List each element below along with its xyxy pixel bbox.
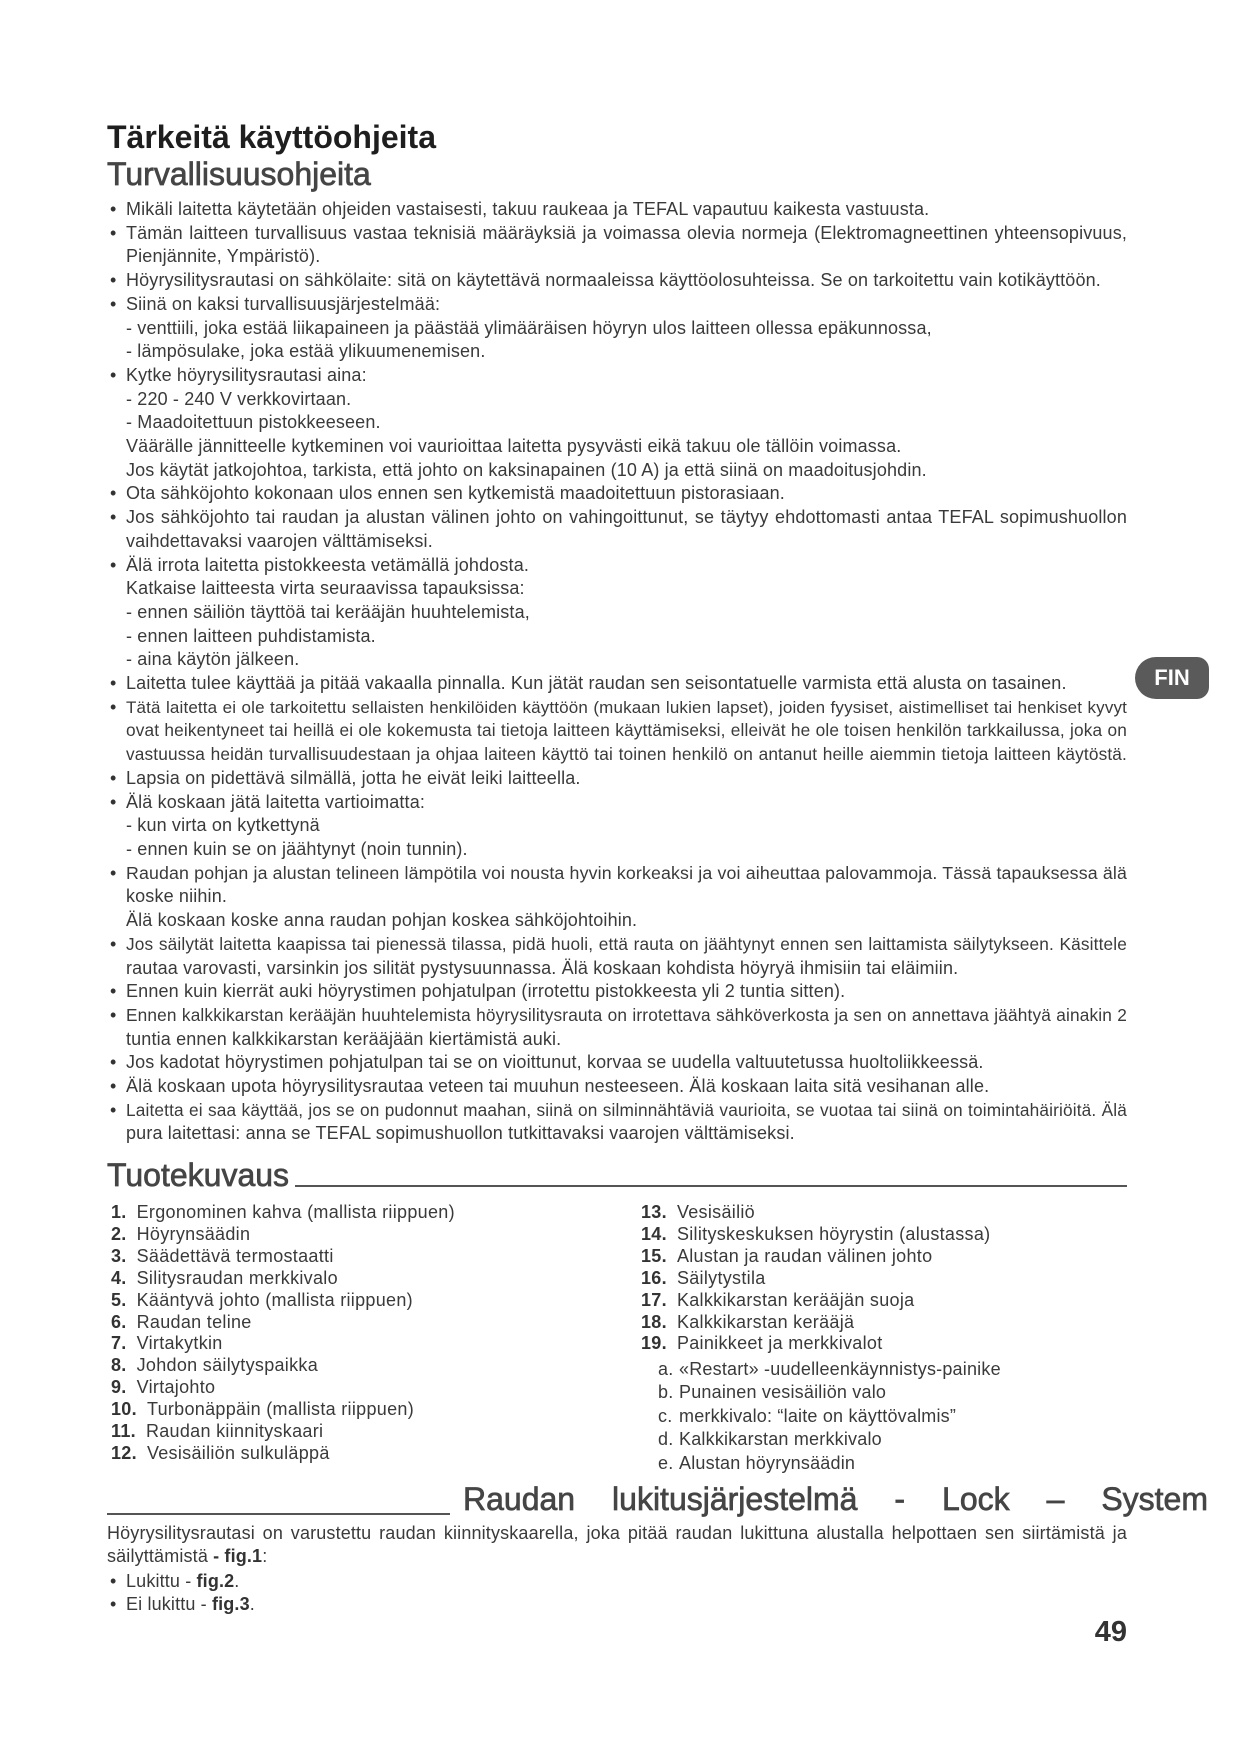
part-subitem <box>641 1428 1127 1452</box>
part-number: 4. <box>111 1267 127 1288</box>
safety-line: - kun virta on kytkettynä <box>126 815 320 836</box>
safety-line: tuntia ennen kalkkikarstan kerääjään kiertämistä auki. <box>126 1028 562 1049</box>
part-item <box>111 1246 611 1268</box>
part-number: 10. <box>111 1399 137 1420</box>
part-label: Turbonäppäin (mallista riippuen) <box>146 1399 415 1420</box>
part-number: 6. <box>111 1311 127 1332</box>
lock-bullet <box>126 1593 1127 1616</box>
safety-line: • Älä koskaan jätä laitetta vartioimatta: <box>126 791 426 812</box>
safety-item <box>126 1099 1127 1146</box>
safety-line: • Ennen kalkkikarstan kerääjän huuhtelemista höyrysilitysrauta on irrotettava sähköverkosta ja sen on annettava jäähtyä ainakin 2 <box>126 1004 1127 1025</box>
page-title: Tärkeitä käyttöohjeita <box>107 119 436 155</box>
safety-item <box>126 269 1127 293</box>
safety-item <box>126 506 1127 553</box>
safety-item <box>126 1004 1127 1051</box>
safety-line: • Tämän laitteen turvallisuus vastaa teknisiä määräyksiä ja voimassa olevia normeja (Elektromagneettinen yhteensopivuus, <box>126 222 1127 243</box>
part-item <box>111 1399 611 1421</box>
subitem-label: merkkivalo: “laite on käyttövalmis” <box>679 1405 957 1426</box>
part-label: Johdon säilytyspaikka <box>136 1355 319 1376</box>
safety-item <box>126 1051 1127 1075</box>
part-label: Höyrynsäädin <box>136 1223 251 1244</box>
section-heading-safety: Turvallisuusohjeita <box>107 156 371 192</box>
safety-item <box>126 862 1127 933</box>
safety-line: ovat heikentyneet tai heillä ei ole kokemusta tai tietoja laitteen käyttämiseksi, elleivät he ole toisen henkilön tarkkailussa, joka on <box>126 720 1127 741</box>
part-label: Säilytystila <box>676 1267 766 1288</box>
part-item <box>111 1377 611 1399</box>
safety-item <box>126 222 1127 269</box>
safety-item <box>126 364 1127 483</box>
part-item <box>111 1202 611 1224</box>
safety-line: - ennen laitteen puhdistamista. <box>126 625 376 646</box>
part-label: Vesisäiliön sulkuläppä <box>146 1442 330 1463</box>
safety-line: • Ennen kuin kierrät auki höyrystimen pohjatulpan (irrotettu pistokkeesta yli 2 tuntia sitten). <box>126 981 846 1002</box>
safety-item <box>126 791 1127 862</box>
safety-item <box>126 696 1127 767</box>
lock-bullet-line <box>126 1570 1127 1593</box>
part-number: 17. <box>641 1289 667 1310</box>
safety-line: • Laitetta ei saa käyttää, jos se on pudonnut maahan, siinä on silminnähtäviä vaurioita, se vuotaa tai siinä on toimintahäiriöitä. Älä <box>126 1099 1127 1120</box>
safety-line: Älä koskaan koske anna raudan pohjan koskea sähköjohtoihin. <box>126 910 638 931</box>
safety-line: vaihdettavaksi vaarojen välttämiseksi. <box>126 530 433 551</box>
safety-line: - lämpösulake, joka estää ylikuumenemisen. <box>126 341 486 362</box>
parts-list-right <box>641 1202 1127 1475</box>
part-subitem <box>641 1381 1127 1405</box>
figure-ref: fig.3 <box>211 1593 250 1614</box>
safety-line: - Maadoitettuun pistokkeeseen. <box>126 412 381 433</box>
heading-rule <box>295 1185 1127 1187</box>
lock-line <box>107 1545 1127 1568</box>
lock-bullet-text: Ei lukittu - <box>126 1593 212 1614</box>
safety-item <box>126 933 1127 980</box>
safety-line: - ennen säiliön täyttöä tai kerääjän huuhtelemista, <box>126 601 530 622</box>
part-number: 15. <box>641 1245 667 1266</box>
safety-line: - ennen kuin se on jäähtynyt (noin tunnin). <box>126 838 468 859</box>
parts-list-left <box>111 1202 611 1465</box>
lock-line-end: : <box>262 1546 268 1567</box>
safety-line: - aina käytön jälkeen. <box>126 649 300 670</box>
lock-line-text: säilyttämistä <box>107 1546 214 1567</box>
part-number: 2. <box>111 1223 127 1244</box>
part-item <box>111 1224 611 1246</box>
safety-line: • Kytke höyrysilitysrautasi aina: <box>126 364 367 385</box>
safety-list <box>126 198 1127 1146</box>
part-item <box>111 1421 611 1443</box>
figure-ref: fig.2 <box>196 1570 235 1591</box>
part-item <box>641 1224 1127 1246</box>
subitem-key: a. <box>658 1358 674 1379</box>
safety-line: • Älä koskaan upota höyrysilitysrautaa veteen tai muuhun nesteeseen. Älä koskaan laita sitä vesihanan alle. <box>126 1076 990 1097</box>
safety-line: vastuussa heidän turvallisuudestaan ja ohjaa laiteen käyttö tai toinen henkilö on antanut heille aiemmin tietoja laitteen käytöstä. <box>126 744 1127 765</box>
part-subitem <box>641 1405 1127 1429</box>
safety-line: Jos käytät jatkojohtoa, tarkista, että johto on kaksinapainen (10 A) ja että siinä on maadoitusjohdin. <box>126 459 927 480</box>
lock-paragraph <box>107 1522 1127 1568</box>
part-subitem <box>641 1358 1127 1382</box>
subitem-label: «Restart» -uudelleenkäynnistys-painike <box>679 1358 1001 1379</box>
part-number: 16. <box>641 1267 667 1288</box>
section-heading-lock: Raudan lukitusjärjestelmä - Lock – System <box>463 1481 1208 1517</box>
subitem-key: c. <box>658 1405 673 1426</box>
safety-line: • Raudan pohjan ja alustan telineen lämpötila voi nousta hyvin korkeaksi ja voi aiheuttaa palovammoja. Tässä tapauksessa älä <box>126 862 1127 883</box>
part-label: Kalkkikarstan kerääjän suoja <box>676 1289 915 1310</box>
lock-bullet-line <box>126 1593 1127 1616</box>
part-number: 18. <box>641 1311 667 1332</box>
part-label: Silitysraudan merkkivalo <box>136 1267 338 1288</box>
part-number: 1. <box>111 1202 127 1222</box>
safety-item <box>126 767 1127 791</box>
lock-bullet-end: . <box>249 1593 255 1614</box>
part-number: 12. <box>111 1442 137 1463</box>
page-number: 49 <box>1094 1616 1127 1648</box>
part-label: Virtajohto <box>136 1377 216 1398</box>
product-heading-text: Tuotekuvaus <box>107 1157 290 1193</box>
part-label: Vesisäiliö <box>676 1202 755 1222</box>
subitem-key: d. <box>658 1429 674 1450</box>
part-label: Säädettävä termostaatti <box>136 1245 334 1266</box>
lock-bullet-end: . <box>234 1570 240 1591</box>
safety-line: - 220 - 240 V verkkovirtaan. <box>126 388 352 409</box>
part-label: Raudan kiinnityskaari <box>145 1421 324 1442</box>
safety-line: koske niihin. <box>126 886 228 907</box>
part-number: 14. <box>641 1223 667 1244</box>
subitem-key: e. <box>658 1452 674 1473</box>
part-item <box>111 1443 611 1465</box>
safety-line: • Jos säilytät laitetta kaapissa tai pienessä tilassa, pidä huoli, että rauta on jäähtynyt ennen sen laittamista säilytykseen. Käsittele <box>126 933 1127 954</box>
subitem-key: b. <box>658 1382 674 1403</box>
safety-line: • Laitetta tulee käyttää ja pitää vakaalla pinnalla. Kun jätät raudan sen seisontatuelle varmista että alusta on tasainen. <box>126 673 1067 694</box>
part-item <box>641 1268 1127 1290</box>
part-number: 5. <box>111 1289 127 1310</box>
part-number: 8. <box>111 1355 127 1376</box>
part-number: 9. <box>111 1377 127 1398</box>
part-label: Kääntyvä johto (mallista riippuen) <box>136 1289 413 1310</box>
part-number: 19. <box>641 1333 667 1354</box>
part-subitem <box>641 1452 1127 1476</box>
part-item <box>111 1290 611 1312</box>
safety-line: rautaa varovasti, varsinkin jos silität pystysuunnassa. Älä koskaan kohdista höyryä ihmisiin tai eläimiin. <box>126 957 959 978</box>
part-label: Raudan teline <box>136 1311 252 1332</box>
safety-item <box>126 482 1127 506</box>
safety-line: • Siinä on kaksi turvallisuusjärjestelmää: <box>126 293 441 314</box>
safety-item <box>126 1075 1127 1099</box>
part-item <box>641 1312 1127 1334</box>
safety-line: Pienjännite, Ympäristö). <box>126 246 321 267</box>
part-label: Kalkkikarstan kerääjä <box>676 1311 855 1332</box>
subitem-label: Kalkkikarstan merkkivalo <box>679 1429 882 1450</box>
part-number: 3. <box>111 1245 127 1266</box>
safety-item <box>126 980 1127 1004</box>
safety-line: - venttiili, joka estää liikapaineen ja päästää ylimääräisen höyryn ulos laitteen ollessa epäkunnossa, <box>126 317 932 338</box>
part-item <box>641 1202 1127 1224</box>
part-number: 13. <box>641 1202 667 1222</box>
part-label: Alustan ja raudan välinen johto <box>676 1245 933 1266</box>
safety-item <box>126 198 1127 222</box>
lock-bullet-text: Lukittu - <box>126 1570 197 1591</box>
part-label: Silityskeskuksen höyrystin (alustassa) <box>676 1223 991 1244</box>
heading-rule <box>107 1513 450 1515</box>
safety-line: • Tätä laitetta ei ole tarkoitettu sellaisten henkilöiden käyttöön (mukaan lukien lapset), joiden fyysiset, aistimelliset tai henkiset kyvyt <box>126 697 1127 717</box>
part-item <box>641 1290 1127 1312</box>
safety-line: Katkaise laitteesta virta seuraavissa tapauksissa: <box>126 578 525 599</box>
part-item <box>111 1312 611 1334</box>
lock-line: Höyrysilitysrautasi on varustettu raudan kiinnityskaarella, joka pitää raudan lukittuna alustalla helpottaen sen siirtämistä ja <box>107 1523 1127 1543</box>
safety-item <box>126 293 1127 364</box>
part-number: 7. <box>111 1333 127 1354</box>
part-label: Painikkeet ja merkkivalot <box>676 1333 883 1354</box>
lock-bullet-list <box>126 1570 1127 1616</box>
lock-bullet <box>126 1570 1127 1593</box>
part-item <box>641 1333 1127 1355</box>
safety-line: • Mikäli laitetta käytetään ohjeiden vastaisesti, takuu raukeaa ja TEFAL vapautuu kaikesta vastuusta. <box>126 199 930 219</box>
part-item <box>111 1333 611 1355</box>
part-item <box>111 1268 611 1290</box>
subitem-label: Punainen vesisäiliön valo <box>679 1382 887 1403</box>
safety-line: • Jos sähköjohto tai raudan ja alustan välinen johto on vahingoittunut, se täytyy ehdottomasti antaa TEFAL sopimushuollon <box>126 507 1127 528</box>
safety-line: • Lapsia on pidettävä silmällä, jotta he eivät leiki laitteella. <box>126 767 581 788</box>
language-tab: FIN <box>1135 657 1209 699</box>
safety-line: • Jos kadotat höyrystimen pohjatulpan tai se on vioittunut, korvaa se uudella valtuutetussa huoltoliikkeessä. <box>126 1052 984 1073</box>
safety-line: Väärälle jännitteelle kytkeminen voi vaurioittaa laitetta pysyvästi eikä takuu ole tällöin voimassa. <box>126 436 902 457</box>
part-number: 11. <box>111 1421 136 1442</box>
figure-ref: - fig.1 <box>213 1546 263 1567</box>
part-label: Virtakytkin <box>136 1333 223 1354</box>
part-item <box>641 1246 1127 1268</box>
subitem-label: Alustan höyrynsäädin <box>679 1452 856 1473</box>
section-heading-product <box>107 1155 1127 1195</box>
part-item <box>111 1355 611 1377</box>
safety-line: • Höyrysilitysrautasi on sähkölaite: sitä on käytettävä normaaleissa käyttöolosuhteissa. Se on tarkoitettu vain kotikäyttöön. <box>126 270 1101 291</box>
safety-item <box>126 672 1127 696</box>
part-label: Ergonominen kahva (mallista riippuen) <box>136 1202 455 1222</box>
safety-line: • Älä irrota laitetta pistokkeesta vetämällä johdosta. <box>126 554 530 575</box>
safety-line: pura laitettasi: anna se TEFAL sopimushuollon tutkittavaksi vaarojen välttämiseksi. <box>126 1123 795 1144</box>
safety-line: • Ota sähköjohto kokonaan ulos ennen sen kytkemistä maadoitettuun pistorasiaan. <box>126 483 785 504</box>
safety-item <box>126 554 1127 673</box>
